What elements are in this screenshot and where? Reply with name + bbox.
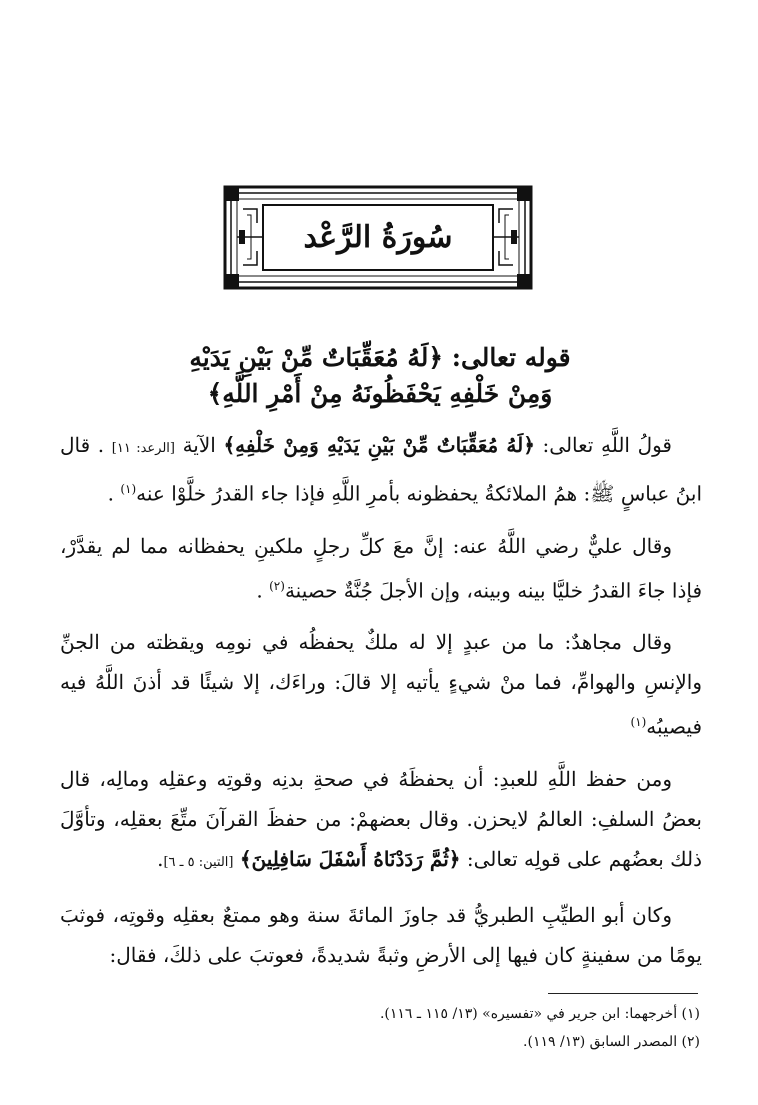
paragraph-end: . <box>256 578 270 603</box>
paragraph-text: وقال مجاهدٌ: ما من عبدٍ إلا له ملكٌ يحفظُه في نومِه ويقظته من الجنِّ والإنسِ والهوامِّ، فما منْ شيءٍ يأتيه إلا قالَ: وراءَك، إلا شيئًا قد أذنَ اللَّهُ فيه فيصيبُه <box>60 630 702 739</box>
paragraph-hifz <box>60 759 702 883</box>
paragraph-text: الآية <box>174 433 224 457</box>
paragraph-text: وقال عليٌّ رضي اللَّهُ عنه: إنَّ معَ كلِّ رجلٍ ملكينِ يحفظانه مما لم يقدَّرْ، فإذا جاءَ القدرُ خليَّا بينه وبينه، وإن الأجلَ جُنَّةٌ حصينة <box>60 533 702 603</box>
footnotes <box>60 1000 700 1056</box>
section-heading-line-1: قوله تعالى: ﴿لَهُ مُعَقِّبَاتٌ مِّنْ بَيْنِ يَدَيْهِ <box>189 343 571 372</box>
section-heading-line-2: وَمِنْ خَلْفِهِ يَحْفَظُونَهُ مِنْ أَمْرِ اللَّهِ﴾ <box>207 379 553 408</box>
footnote-2: (٢) المصدر السابق (١٣/ ١١٩). <box>523 1034 700 1050</box>
footnote-marker: (٢) <box>269 578 285 593</box>
paragraph-end: . <box>157 846 164 871</box>
footnote-divider <box>548 993 698 994</box>
paragraph-text: . قال ابنُ عباسٍ ﷺ: همُ الملائكةُ يحفظونه بأمرِ اللَّهِ فإذا جاء القدرُ خلَّوْا عنه <box>60 433 702 506</box>
paragraph-text: قولُ اللَّهِ تعالى: <box>534 433 672 457</box>
footnote-1: (١) أخرجهما: ابن جرير في «تفسيره» (١٣/ ١١٥ ـ ١١٦). <box>379 1006 700 1022</box>
quran-verse: ﴿لَهُ مُعَقِّبَاتٌ مِّنْ بَيْنِ يَدَيْهِ وَمِنْ خَلْفِهِ﴾ <box>223 433 535 457</box>
verse-reference: [الرعد: ١١] <box>111 441 175 456</box>
paragraph-text: ومن حفظ اللَّهِ للعبدِ: أن يحفظَهُ في صحةِ بدنِه وقوتِه وعقلِه ومالِه، قال بعضُ السلفِ: العالمُ لايحزن. وقال بعضهمْ: من حفظَ القرآنَ متِّعَ بعقلِه، وتأوَّلَ ذلك بعضُهم على قولِه تعالى: <box>60 766 702 871</box>
paragraph-abu-tayyib <box>60 895 702 975</box>
paragraph-mujahid <box>60 622 702 747</box>
surah-title-frame <box>223 185 533 290</box>
quran-verse: ﴿ثُمَّ رَدَدْنَاهُ أَسْفَلَ سَافِلِينَ﴾ <box>239 846 461 871</box>
surah-title: سُورَةُ الرَّعْد <box>303 220 453 255</box>
paragraph-ibn-abbas <box>60 425 702 514</box>
paragraph-text: وكان أبو الطيِّبِ الطبريُّ قد جاوزَ المائةَ سنة وهو ممتعٌ بعقلِه وقوتِه، فوثبَ يومًا من سفينةٍ كان فيها إلى الأرضِ وثبةً شديدةً، فعوتبَ على ذلكَ، فقال: <box>60 902 702 967</box>
verse-reference: [التين: ٥ ـ ٦] <box>163 854 234 870</box>
paragraph-end: . <box>107 481 121 506</box>
footnote-marker: (١) <box>630 715 647 730</box>
paragraph-ali <box>60 526 702 611</box>
footnote-marker: (١) <box>120 482 137 496</box>
main-text <box>60 425 702 987</box>
